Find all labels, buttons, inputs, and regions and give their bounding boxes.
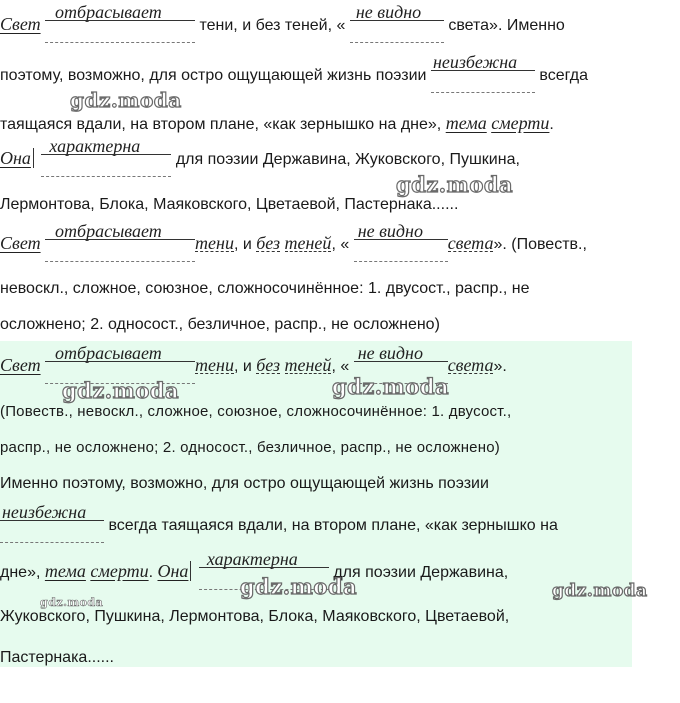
predicate-block-4: характерна bbox=[41, 150, 171, 170]
task-line-6: Свет отбрасывает тени, и без теней, « не видно света». (Повеств., bbox=[0, 233, 587, 255]
predicate-word: отбрасывает bbox=[55, 2, 162, 22]
watermark: gdz.moda bbox=[552, 581, 648, 601]
task-line-2: поэтому, возможно, для остро ощущающей жизнь поэзии неизбежна всегда bbox=[0, 66, 588, 86]
predicate-block-3: неизбежна bbox=[431, 66, 535, 86]
watermark: gdz.moda bbox=[70, 88, 182, 112]
subject-word: Свет bbox=[0, 14, 41, 34]
watermark: gdz.moda bbox=[62, 378, 180, 403]
watermark: gdz.moda bbox=[396, 172, 514, 197]
task-line-5: Лермонтова, Блока, Маяковского, Цветаевой, Пастернака...... bbox=[0, 196, 459, 213]
answer-line-8: Пастернака...... bbox=[0, 649, 114, 666]
watermark: gdz.moda bbox=[332, 374, 450, 399]
answer-line-6: дне», тема смерти. Она характерна для поэзии Державина, bbox=[0, 561, 508, 583]
watermark: gdz.moda bbox=[240, 574, 358, 599]
predicate-block-2: не видно bbox=[350, 16, 444, 36]
task-line-4: Она характерна для поэзии Державина, Жуковского, Пушкина, bbox=[0, 148, 520, 170]
task-line-3: таящаяся вдали, на втором плане, «как зернышко на дне», тема смерти. bbox=[0, 113, 554, 133]
task-line-7: невоскл., сложное, союзное, сложносочинённое: 1. двусост., распр., не bbox=[0, 280, 530, 297]
predicate-block bbox=[45, 2, 195, 36]
answer-line-7: Жуковского, Пушкина, Лермонтова, Блока, Маяковского, Цветаевой, bbox=[0, 608, 510, 625]
watermark: gdz.moda bbox=[40, 596, 104, 609]
answer-line-1: Свет отбрасывает тени, и без теней, « не видно света». bbox=[0, 355, 507, 377]
answer-line-5: неизбежна всегда таящаяся вдали, на втором плане, «как зернышко на bbox=[0, 516, 558, 536]
answer-line-3: распр., не осложнено; 2. односост., безличное, распр., не осложнено) bbox=[0, 439, 500, 456]
answer-line-4: Именно поэтому, возможно, для остро ощущающей жизнь поэзии bbox=[0, 475, 489, 492]
task-line-8: осложнено; 2. односост., безличное, распр., не осложнено) bbox=[0, 316, 440, 333]
answer-line-2: (Повеств., невоскл., сложное, союзное, сложносочинённое: 1. двусост., bbox=[0, 403, 512, 420]
task-line-1: Свет отбрасывает тени, и без теней, « не видно света». Именно bbox=[0, 14, 565, 36]
